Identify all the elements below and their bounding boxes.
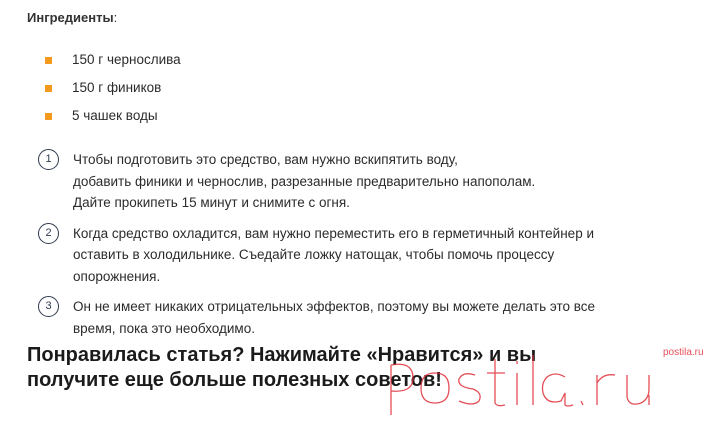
section-heading	[27, 10, 117, 25]
ingredient-text: 5 чашек воды	[72, 108, 158, 123]
watermark-text: postila.ru	[663, 347, 704, 358]
square-bullet-icon	[45, 57, 52, 64]
step-number-circle: 1	[38, 149, 59, 170]
list-item	[45, 52, 181, 80]
section-heading-text: Ингредиенты	[27, 10, 114, 25]
square-bullet-icon	[45, 85, 52, 92]
ingredient-text: 150 г чернослива	[72, 52, 181, 67]
step-text: Когда средство охладится, вам нужно переместить его в герметичный контейнер и оставить в холодильнике. Съедайте ложку натощак, чтобы помочь процессу опорожнения.	[73, 225, 594, 284]
step-item	[38, 223, 638, 288]
list-item	[45, 80, 181, 108]
step-text: Чтобы подготовить это средство, вам нужно вскипятить воду, добавить финики и чернослив, разрезанные предварительно напополам. Дайте прокипеть 15 минут и снимите с огня.	[73, 152, 536, 210]
list-item	[45, 108, 181, 136]
steps-list	[38, 149, 638, 348]
ingredient-text: 150 г фиников	[72, 80, 162, 95]
promo-call-to-action	[27, 343, 547, 393]
step-number-circle: 3	[38, 296, 59, 317]
step-number-circle: 2	[38, 223, 59, 244]
ingredient-list	[45, 52, 181, 136]
step-item	[38, 296, 638, 339]
promo-text: Понравилась статья? Нажимайте «Нравится» и вы получите еще больше полезных советов!	[27, 344, 537, 391]
section-heading-colon: :	[113, 10, 118, 25]
step-item	[38, 149, 638, 214]
square-bullet-icon	[45, 113, 52, 120]
step-text: Он не имеет никаких отрицательных эффектов, поэтому вы можете делать это все время, пока это необходимо.	[73, 299, 596, 336]
